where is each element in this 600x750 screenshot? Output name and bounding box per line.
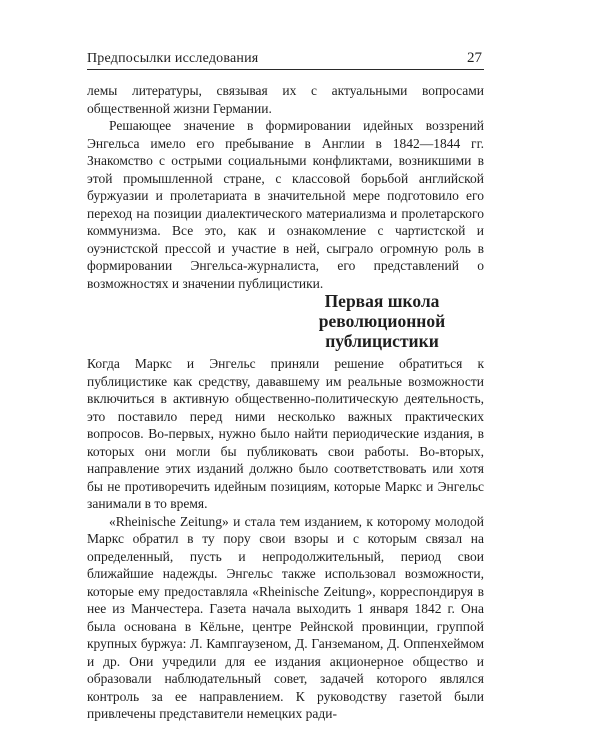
heading-line: революционной <box>318 311 446 331</box>
page-number: 27 <box>467 50 482 66</box>
heading-line: публицистики <box>325 331 439 351</box>
running-title: Предпосылки исследования <box>87 51 259 66</box>
text-block-after-heading <box>87 355 484 723</box>
running-head <box>87 49 484 70</box>
paragraph: Решающее значение в формировании идейных воззрений Энгельса имело его пребывание в Англии в 1842—1844 гг. Знакомство с острыми социальными конфликтами, возникшими в этой промышленной стране, с классовой борьбой английской буржуазии и пролетариата в значительной мере подготовило его переход на позиции диалектического материализма и пролетарского коммунизма. Все это, как и ознакомление с чартистской и оуэнистской прессой и участие в ней, сыграло огромную роль в формировании Энгельса-журналиста, его представлений о возможностях и значении публицистики. <box>87 118 484 291</box>
paragraph: «Rheinische Zeitung» и стала тем изданием, к которому молодой Маркс обратил в ту пору свои взоры и с которым связал на определенный, пусть и непродолжительный, период свои ближайшие надежды. Энгельс также использовал возможности, которые ему предоставляла «Rheinische Zeitung», корреспондируя в нее из Манчестера. Газета начала выходить 1 января 1842 г. Она была основана в Кёльне, центре Рейнской провинции, группой крупных буржуа: Л. Кампгаузеном, Д. Ганземаном, Д. Оппенхеймом и др. Они учредили для ее издания акционерное общество и образовали наблюдательный совет, задачей которого являлся контроль за ее направлением. К руководству газетой были привлечены представители немецких ради- <box>87 513 484 721</box>
text-block-before-heading <box>87 82 484 292</box>
paragraph: Когда Маркс и Энгельс приняли решение обратиться к публицистике как средству, дававшему им реальные возможности включиться в активную общественно-политическую деятельность, это поставило перед ними несколько важных практических вопросов. Во-первых, нужно было найти периодические издания, в которых они могли бы публиковать свои работы. Во-вторых, направление этих изданий должно было соответствовать или хотя бы не противоречить идейным позициям, которые Маркс и Энгельс занимали в то время. <box>87 356 484 511</box>
section-heading <box>282 291 482 351</box>
heading-line: Первая школа <box>324 291 440 311</box>
paragraph: лемы литературы, связывая их с актуальными вопросами общественной жизни Германии. <box>87 83 484 116</box>
